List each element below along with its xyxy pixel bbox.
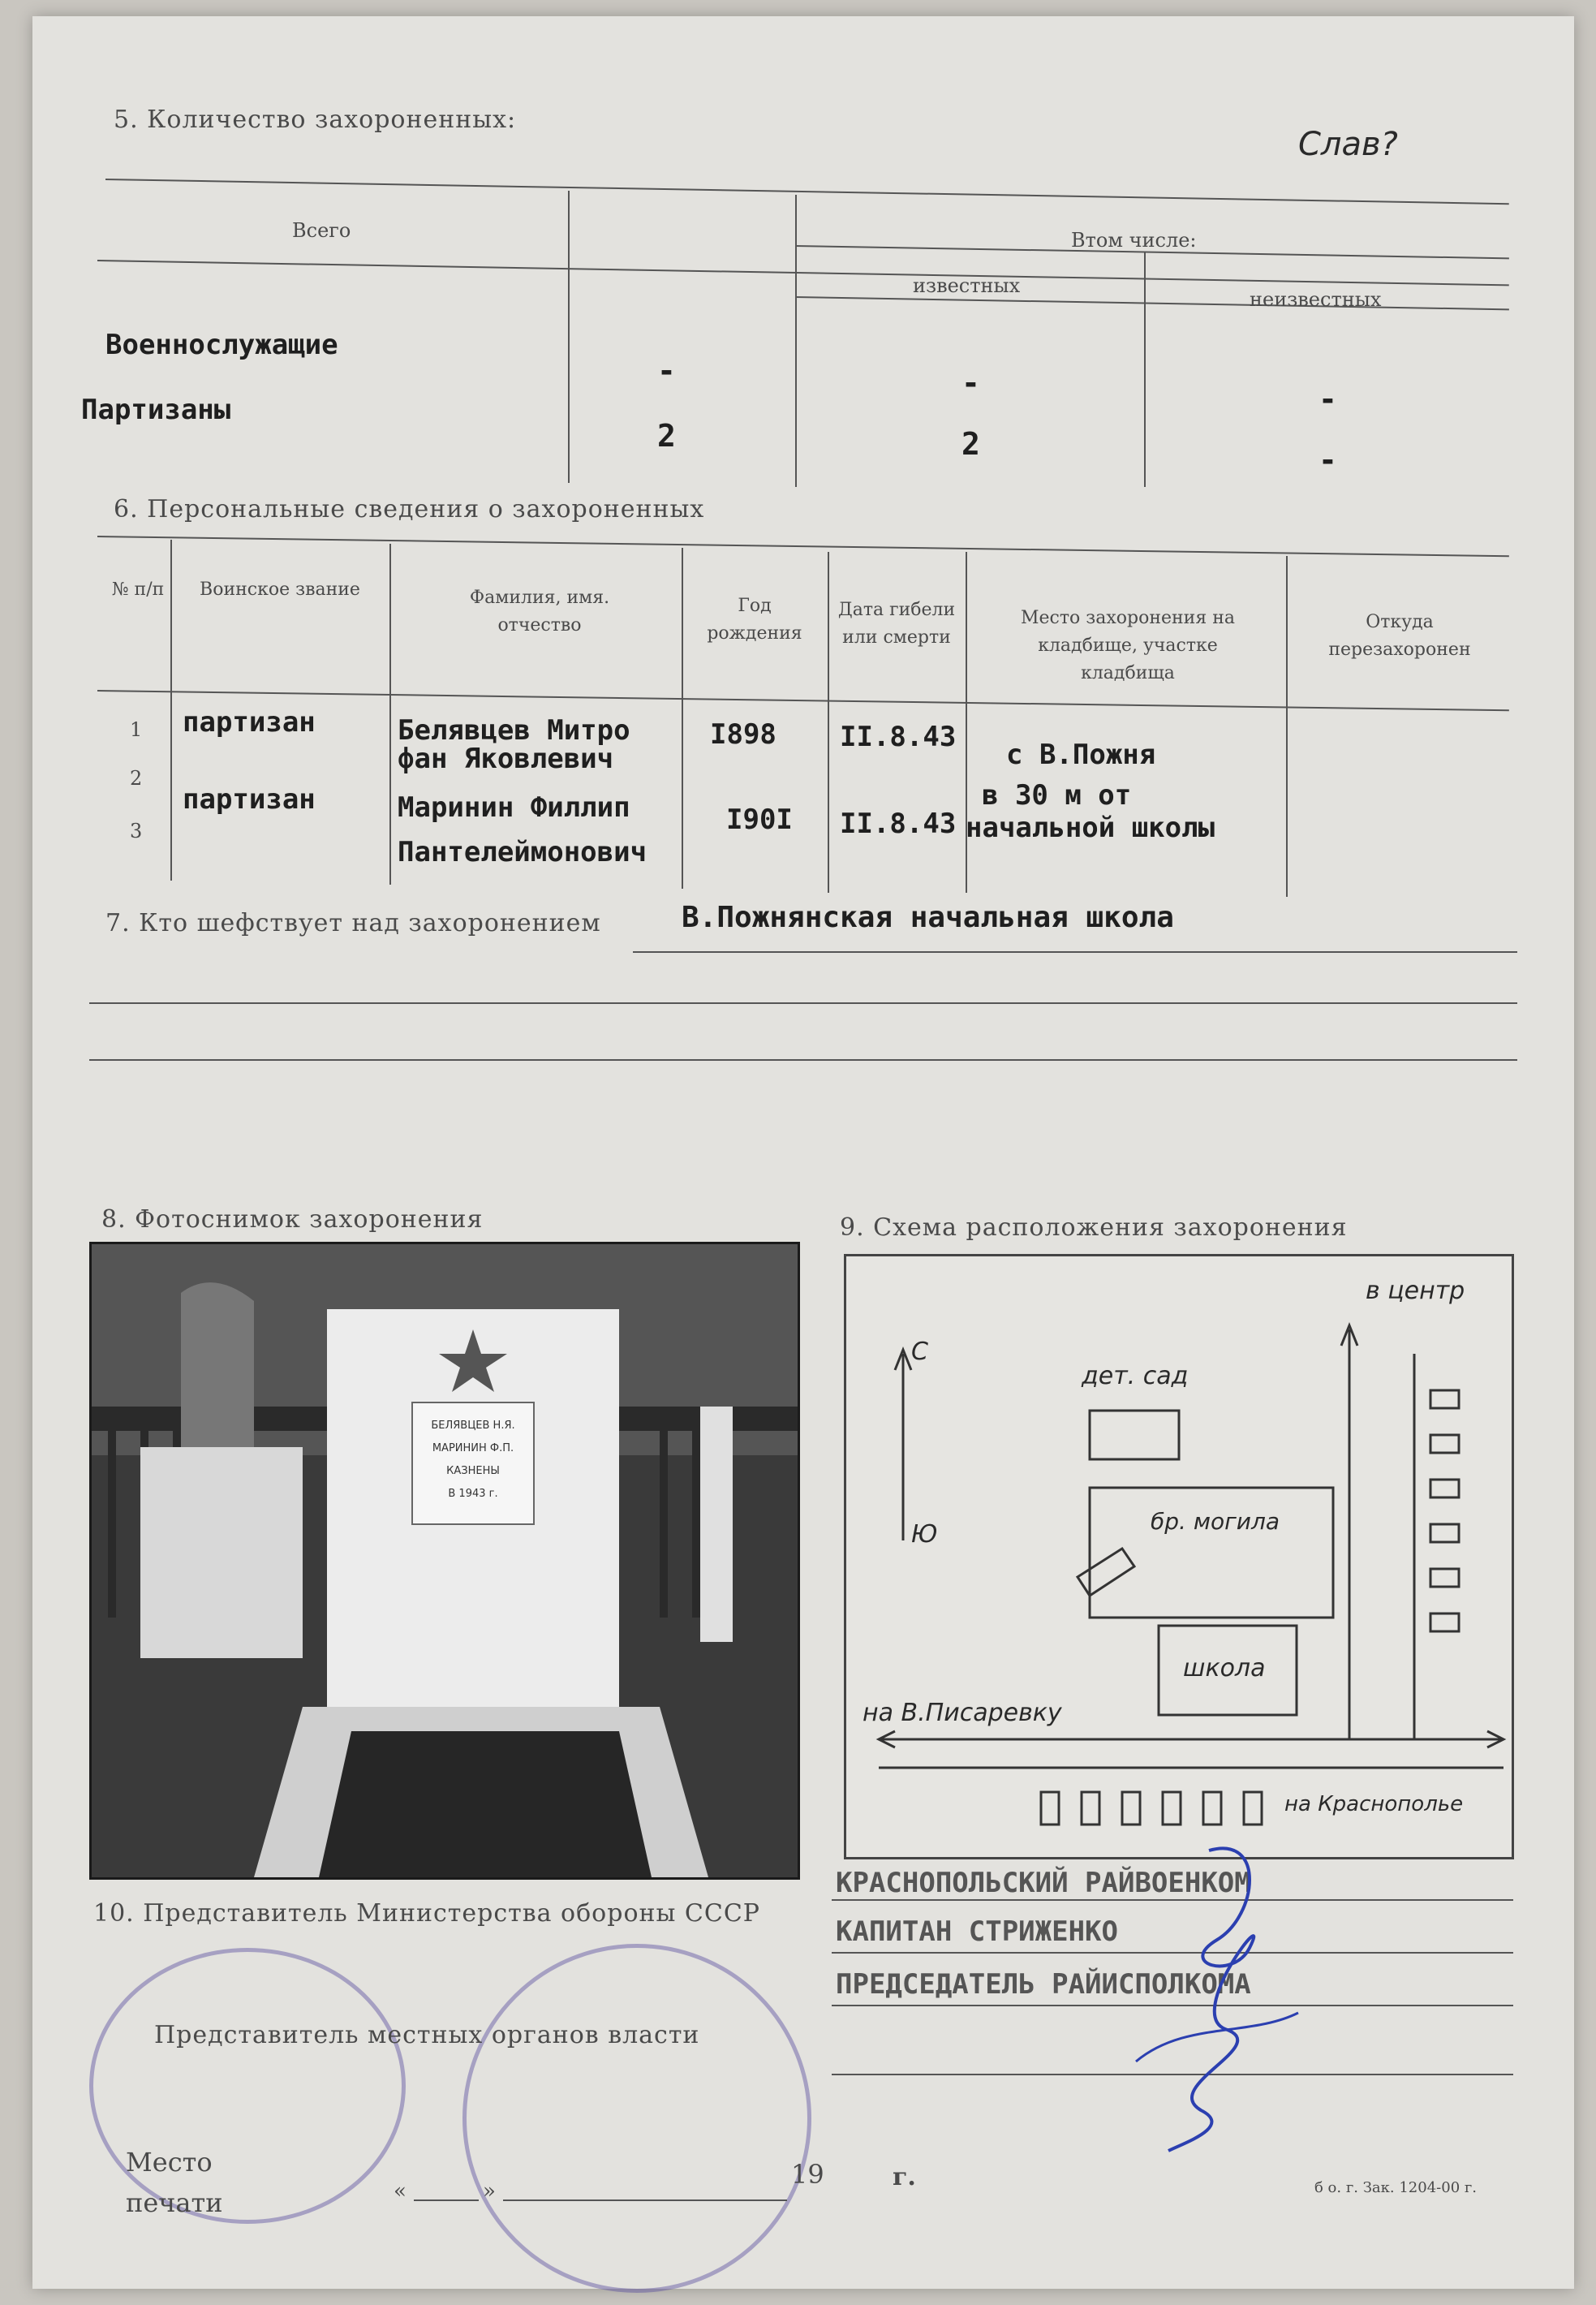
plaque-line3: КАЗНЕНЫ — [446, 1465, 500, 1477]
partisans-total: 2 — [657, 418, 676, 454]
row-label-partisans: Партизаны — [81, 394, 231, 426]
print-note: б о. г. Зак. 1204-00 г. — [1314, 2179, 1478, 2196]
military-unknown: - — [1319, 381, 1337, 417]
header-unknown: неизвестных — [1250, 288, 1382, 311]
military-total: - — [657, 353, 676, 389]
entry1-name-line2: фан Яковлевич — [398, 743, 614, 775]
stamp-line2: КАПИТАН СТРИЖЕНКО — [836, 1915, 1118, 1948]
date-quote-open: « — [394, 2179, 407, 2204]
header-known: известных — [913, 274, 1021, 297]
partisans-unknown: - — [1319, 442, 1337, 478]
scheme-school: школа — [1183, 1654, 1266, 1682]
entry2-birth: I90I — [726, 804, 793, 836]
plaque-line2: МАРИНИН Ф.П. — [432, 1442, 514, 1454]
location-scheme — [844, 1254, 1514, 1859]
military-known: - — [961, 365, 980, 401]
stamp-line1: КРАСНОПОЛЬСКИЙ РАЙВОЕНКОМ — [836, 1867, 1251, 1899]
plaque-line4: В 1943 г. — [448, 1488, 498, 1500]
plaque-line1: БЕЛЯВЦЕВ Н.Я. — [431, 1420, 515, 1432]
entry1-birth: I898 — [710, 718, 776, 751]
document-sheet — [32, 16, 1574, 2289]
scheme-pisarevka: на В.Писаревку — [863, 1699, 1062, 1727]
partisans-known: 2 — [961, 426, 980, 462]
stamp-line3: ПРЕДСЕДАТЕЛЬ РАЙИСПОЛКОМА — [836, 1968, 1251, 2001]
row-label-military: Военнослужащие — [105, 329, 338, 361]
row-num-3: 3 — [130, 820, 143, 842]
corner-note: Слав? — [1298, 126, 1398, 163]
entry2-death: II.8.43 — [840, 808, 957, 840]
place-label: Место — [126, 2147, 213, 2178]
date-quote-close: » — [483, 2179, 496, 2204]
local-representative: Представитель местных органов власти — [154, 2021, 700, 2049]
col-from: Откуда перезахоронен — [1328, 612, 1471, 660]
section9-title: 9. Схема расположения захоронения — [840, 1213, 1348, 1242]
scheme-krasnopolie: на Краснополье — [1284, 1792, 1464, 1816]
signature — [1087, 1818, 1331, 2159]
grave-photo — [89, 1242, 800, 1880]
scheme-south: Ю — [911, 1520, 938, 1549]
col-name: Фамилия, имя. отчество — [469, 588, 610, 635]
place-line2: в 30 м от — [982, 779, 1132, 812]
scheme-center: в центр — [1366, 1277, 1465, 1305]
header-including: Втом числе: — [1071, 229, 1197, 252]
entry2-rank: партизан — [183, 783, 316, 816]
col-place: Место захоронения на кладбище, участке кладбища — [1020, 608, 1236, 683]
year-prefix: 19 — [791, 2159, 824, 2190]
section7-value: В.Пожнянская начальная школа — [682, 901, 1174, 934]
col-rank: Воинское звание — [200, 579, 360, 600]
round-seal-right — [462, 1944, 811, 2293]
year-suffix: г. — [893, 2163, 916, 2191]
row-num-1: 1 — [130, 718, 143, 741]
header-total: Всего — [292, 219, 351, 242]
section5-title: 5. Количество захороненных: — [114, 106, 517, 134]
section8-title: 8. Фотоснимок захоронения — [101, 1205, 484, 1234]
entry1-death: II.8.43 — [840, 721, 957, 753]
scheme-north: С — [911, 1338, 928, 1366]
scheme-kindergarten: дет. сад — [1082, 1362, 1189, 1390]
row-num-2: 2 — [130, 767, 143, 790]
entry2-name-line1: Маринин Филлип — [398, 791, 630, 824]
entry1-name-line1: Белявцев Митро — [398, 714, 630, 747]
col-num: № п/п — [111, 579, 165, 600]
section6-title: 6. Персональные сведения о захороненных — [114, 495, 705, 523]
section7-title: 7. Кто шефствует над захоронением — [105, 909, 601, 937]
round-seal-left — [89, 1948, 406, 2224]
place-line3: начальной школы — [966, 812, 1215, 844]
section10-title: 10. Представитель Министерства обороны СССР — [93, 1899, 760, 1928]
col-death: Дата гибели или смерти — [837, 600, 956, 648]
place-line1: с В.Пожня — [1006, 739, 1156, 771]
entry2-name-line2: Пантелеймонович — [398, 836, 647, 868]
col-birth: Год рождения — [707, 596, 802, 644]
seal-label: печати — [126, 2187, 223, 2218]
entry1-rank: партизан — [183, 706, 316, 739]
scheme-grave: бр. могила — [1151, 1508, 1280, 1535]
